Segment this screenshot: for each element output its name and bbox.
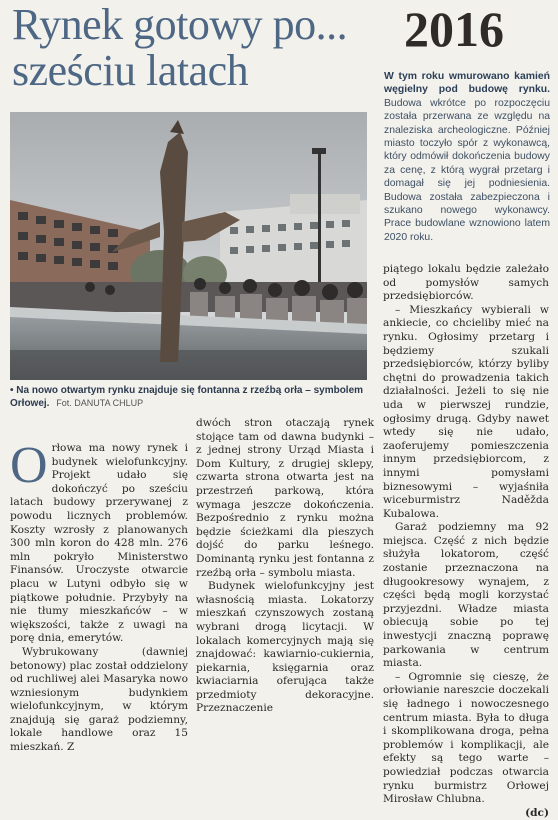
headline-line-2: sześciu latach (12, 46, 249, 95)
quote-paragraph: – Mieszkańcy wybierali w ankiecie, co chcieliby mieć na rynku. Ogłosimy przetarg i będziemy szukali przedsiębiorców, którzy byliby chętni do prowadzenia takich działalności. Jeżeli to się nie uda w pierwszej rundzie, ogłosimy drugą. Gdyby nawet wtedy się nie udało, zaoferujemy pomieszczenia innym przedsiębiorcom, z innymi pomysłami biznesowymi – wyjaśniła wiceburmistrz Naděžda Kubalowa. (383, 303, 549, 520)
timeline-body: Budowa wkrótce po rozpoczęciu została przerwana ze względu na znaleziska archeologiczne. Później miasto toczyło spór z wykonawcą, który odmówił dokończenia budowy za cenę, z którą wygrał przetarg i domagał się jej podniesienia. Budowa została zabezpieczona i szukano nowego wykonawcy. Prace budowlane wznowiono latem 2020 roku. (384, 97, 550, 243)
quote-paragraph: – Ogromnie się cieszę, że orłowianie nareszcie doczekali się ładnego i nowoczesnego centrum miasta. Była to długa i skomplikowana droga, pełna problemów i komplikacji, ale efekty są tego warte – powiedział podczas otwarcia rynku burmistrz Orłowej Mirosław Chlubna. (383, 670, 549, 806)
paragraph: Wybrukowany (dawniej betonowy) plac został oddzielony od ruchliwej alei Masaryka nowo wzniesionym budynkiem wielofunkcyjnym, w którym znajdują się garaż podziemny, lokale handlowe oraz 15 mieszkań. Z (10, 645, 188, 754)
article-column-2 (196, 417, 374, 716)
drop-cap: O (10, 437, 48, 494)
article-photo (10, 112, 367, 380)
fountain-eagle-photo (10, 112, 367, 380)
article-column-3 (383, 263, 549, 820)
year-heading: 2016 (404, 1, 504, 57)
photo-caption (10, 384, 367, 410)
article-headline (12, 2, 372, 94)
paragraph: dwóch stron otaczają rynek stojące tam od dawna budynki – z jednej strony Urząd Miasta i Dom Kultury, z drugiej sklepy, czwarta strona otwarta jest na przestrzeń parkową, która wymaga jeszcze dokończenia. Bezpośrednio z rynku można będzie ścieżkami dla pieszych dojść do parku leśnego. Dominantą rynku jest fontanna z rzeźbą orła – symbolu miasta. (196, 417, 374, 579)
caption-bullet: • (10, 385, 14, 396)
author-signoff: (dc) (525, 806, 549, 819)
timeline-lead: W tym roku wmurowano kamień węgielny pod budowę rynku. (384, 71, 550, 96)
lead-paragraph (10, 437, 188, 646)
paragraph: piątego lokalu będzie zależało od pomysłów samych przedsiębiorców. (383, 263, 549, 303)
photo-credit: Fot. DANUTA CHLUP (56, 398, 144, 408)
caption-text: Na nowo otwartym rynku znajduje się fontanna z rzeźbą orła – symbolem Orłowej. (10, 385, 364, 409)
lead-paragraph-text: rłowa ma nowy rynek i budynek wielofunkcyjny. Projekt udało się dokończyć po sześciu latach budowy przerywanej z powodu licznych problemów. Koszty wzrosły z planowanych 300 mln koron do 428 mln. 276 mln pokryło Ministerstwo Finansów. Uroczyste otwarcie placu w Lutyni odbyło się w piątkowe południe. Przybyły na nie tłumy mieszkańców – w większości, także z uwagi na porę dnia, emerytów. (10, 442, 188, 645)
paragraph: Garaż podziemny ma 92 miejsca. Część z nich będzie służyła lokatorom, część zostanie przeznaczona na długookresowy wynajem, z części będą mogli korzystać przyjezdni. Władze miasta obiecują sobie po tej inwestycji znaczną poprawę parkowania w centrum miasta. (383, 521, 549, 670)
timeline-box (384, 70, 550, 244)
headline-line-1: Rynek gotowy po... (12, 0, 348, 49)
paragraph: Budynek wielofunkcyjny jest własnością miasta. Lokatorzy mieszkań czynszowych zostaną wybrani drogą licytacji. W lokalach komercyjnych mają się znajdować: kawiarnio-cukiernia, piekarnia, księgarnia oraz kwiaciarnia oferująca także przedmioty dekoracyjne. Przeznaczenie (196, 580, 374, 715)
article-column-1 (10, 437, 188, 755)
